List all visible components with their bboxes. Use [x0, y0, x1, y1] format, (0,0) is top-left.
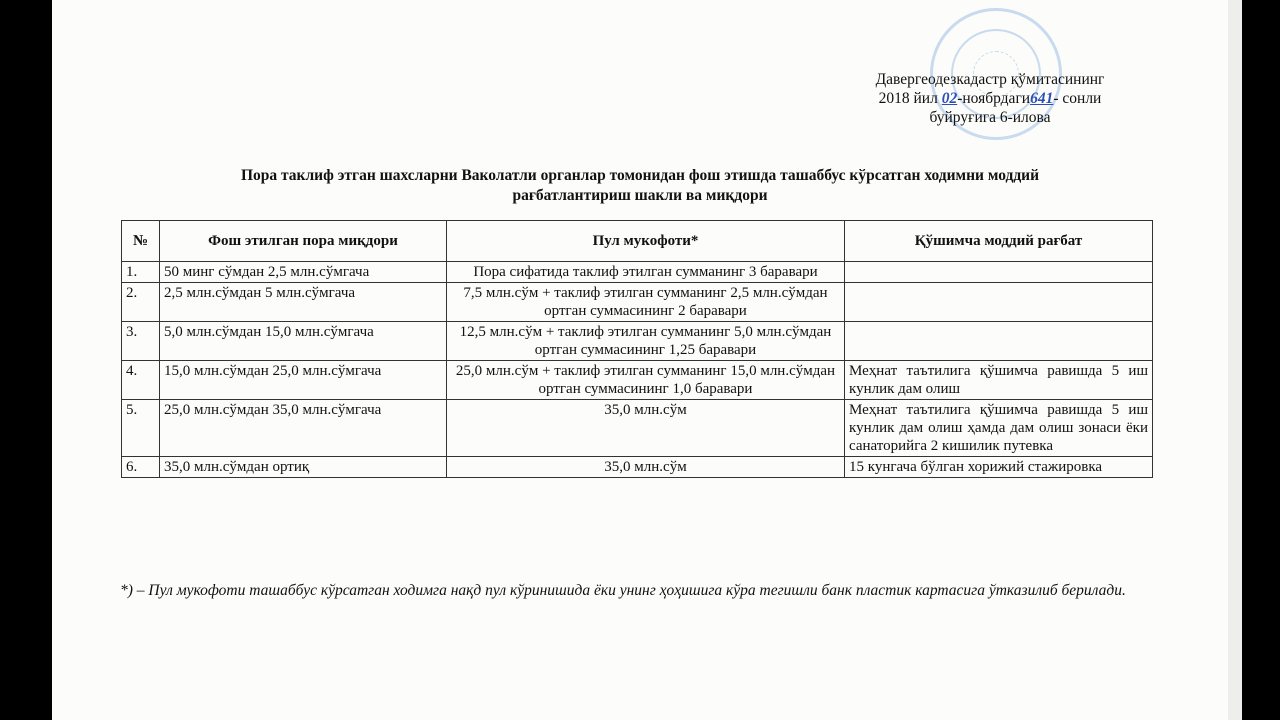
row-bribe-range: 25,0 млн.сўмдан 35,0 млн.сўмгача — [160, 400, 447, 457]
row-bribe-range: 5,0 млн.сўмдан 15,0 млн.сўмгача — [160, 322, 447, 361]
table-row — [122, 400, 1153, 457]
reward-table — [121, 220, 1153, 478]
approval-block — [780, 70, 1200, 127]
row-number: 5. — [122, 400, 160, 457]
approval-line-1: Давергеодезкадастр қўмитасининг — [875, 71, 1105, 88]
row-number: 1. — [122, 262, 160, 283]
row-cash-reward: 12,5 млн.сўм + таклиф этилган сумманинг 5,0 млн.сўмдан ортган суммасининг 1,25 баравари — [447, 322, 845, 361]
approval-month: -ноябрдаги — [957, 90, 1031, 107]
table-row — [122, 283, 1153, 322]
row-bribe-range: 50 минг сўмдан 2,5 млн.сўмгача — [160, 262, 447, 283]
row-additional-incentive: 15 кунгача бўлган хорижий стажировка — [845, 457, 1153, 478]
approval-line-3: буйруғига 6-илова — [929, 109, 1051, 126]
table-row — [122, 361, 1153, 400]
footnote: *) – Пул мукофоти ташаббус кўрсатган ходимга нақд пул кўринишида ёки унинг ҳоҳишига кўра тегишли банк пластик картасига ўтказилиб берилади. — [120, 582, 1126, 599]
table-header-row — [122, 221, 1153, 262]
approval-day-handwritten: 02 — [941, 90, 958, 107]
header-number: № — [122, 221, 160, 262]
approval-suffix: - сонли — [1053, 90, 1102, 107]
row-cash-reward: 7,5 млн.сўм + таклиф этилган сумманинг 2,5 млн.сўмдан ортган суммасининг 2 баравари — [447, 283, 845, 322]
header-additional-incentive: Қўшимча моддий рағбат — [845, 221, 1153, 262]
row-bribe-range: 2,5 млн.сўмдан 5 млн.сўмгача — [160, 283, 447, 322]
row-number: 2. — [122, 283, 160, 322]
row-number: 3. — [122, 322, 160, 361]
approval-number-handwritten: 641 — [1030, 90, 1054, 107]
row-additional-incentive: Меҳнат таътилига қўшимча равишда 5 иш кунлик дам олиш — [845, 361, 1153, 400]
row-cash-reward: 25,0 млн.сўм + таклиф этилган сумманинг 15,0 млн.сўмдан ортган суммасининг 1,0 баравари — [447, 361, 845, 400]
row-cash-reward: 35,0 млн.сўм — [447, 400, 845, 457]
row-additional-incentive — [845, 322, 1153, 361]
page-edge — [1228, 0, 1242, 720]
header-bribe-amount: Фош этилган пора миқдори — [160, 221, 447, 262]
row-number: 6. — [122, 457, 160, 478]
table-row — [122, 322, 1153, 361]
approval-line-2 — [780, 89, 1200, 108]
row-number: 4. — [122, 361, 160, 400]
row-additional-incentive — [845, 262, 1153, 283]
row-additional-incentive — [845, 283, 1153, 322]
title-line-1: Пора таклиф этган шахсларни Ваколатли органлар томонидан фош этишда ташаббус кўрсатган ходимни моддий — [240, 167, 1040, 184]
row-bribe-range: 15,0 млн.сўмдан 25,0 млн.сўмгача — [160, 361, 447, 400]
row-bribe-range: 35,0 млн.сўмдан ортиқ — [160, 457, 447, 478]
row-additional-incentive: Меҳнат таътилига қўшимча равишда 5 иш кунлик дам олиш ҳамда дам олиш зонаси ёки санаторийга 2 кишилик путевка — [845, 400, 1153, 457]
title-line-2: рағбатлантириш шакли ва миқдори — [512, 187, 768, 204]
table-row — [122, 262, 1153, 283]
header-cash-reward: Пул мукофоти* — [447, 221, 845, 262]
row-cash-reward: 35,0 млн.сўм — [447, 457, 845, 478]
approval-year: 2018 йил — [878, 90, 938, 107]
table-row — [122, 457, 1153, 478]
row-cash-reward: Пора сифатида таклиф этилган сумманинг 3 баравари — [447, 262, 845, 283]
document-title — [120, 166, 1160, 206]
